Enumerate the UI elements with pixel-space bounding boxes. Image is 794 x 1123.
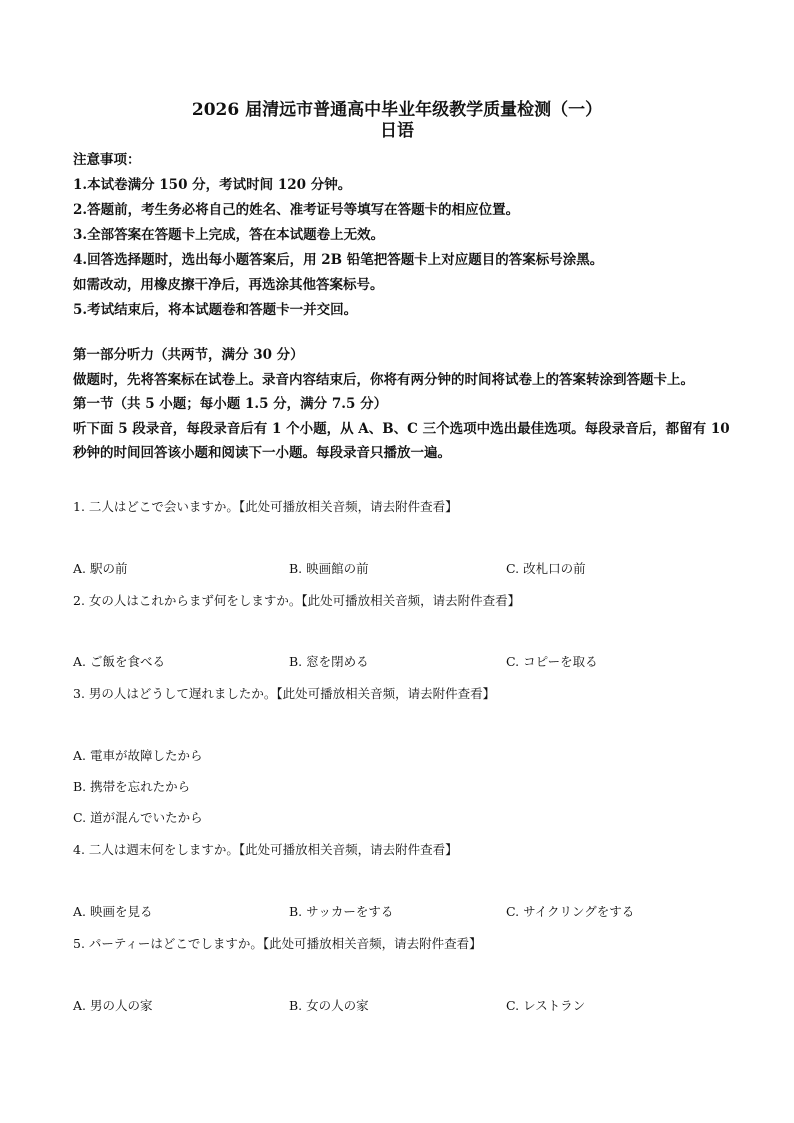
exam-title: 2026 届清远市普通高中毕业年级教学质量检测（一） <box>191 100 603 120</box>
question-3-option-a[interactable]: A. 電車が故障したから <box>73 748 203 763</box>
question-1-option-b[interactable]: B. 映画館の前 <box>289 561 369 576</box>
notes-item: 4.回答选择题时，选出每小题答案后，用 2B 铅笔把答题卡上对应题目的答案标号涂黑。 <box>73 252 604 268</box>
section1-instruction: 听下面 5 段录音，每段录音后有 1 个小题，从 A、B、C 三个选项中选出最佳选项。每段录音后，都留有 10 秒钟的时间回答该小题和阅读下一小题。每段录音只播放一遍。 <box>73 420 730 461</box>
notes-item: 1.本试卷满分 150 分，考试时间 120 分钟。 <box>73 177 352 193</box>
question-4-option-c[interactable]: C. サイクリングをする <box>506 904 635 919</box>
notes-item: 3.全部答案在答题卡上完成，答在本试题卷上无效。 <box>73 227 385 243</box>
part1-heading: 第一部分听力（共两节，满分 30 分） <box>73 347 304 363</box>
exam-subject: 日语 <box>380 121 414 141</box>
question-5-option-c[interactable]: C. レストラン <box>506 998 586 1013</box>
question-5-option-a[interactable]: A. 男の人の家 <box>73 998 153 1013</box>
question-2-stem: 2. 女の人はこれからまず何をしますか。【此处可播放相关音频，请去附件查看】 <box>73 593 521 608</box>
section1-heading: 第一节（共 5 小题；每小题 1.5 分，满分 7.5 分） <box>73 396 388 412</box>
question-3-stem: 3. 男の人はどうして遅れましたか。【此处可播放相关音频，请去附件查看】 <box>73 686 496 701</box>
question-1-option-a[interactable]: A. 駅の前 <box>73 561 128 576</box>
part1-block <box>73 343 733 466</box>
question-4-option-b[interactable]: B. サッカーをする <box>289 904 394 919</box>
question-2-option-a[interactable]: A. ご飯を食べる <box>73 654 165 669</box>
question-2-option-c[interactable]: C. コピーを取る <box>506 654 598 669</box>
notes-item: 如需改动，用橡皮擦干净后，再选涂其他答案标号。 <box>73 277 384 293</box>
question-3-option-c[interactable]: C. 道が混んでいたから <box>73 810 203 825</box>
question-2-option-b[interactable]: B. 窓を閉める <box>289 654 369 669</box>
question-4-stem: 4. 二人は週末何をしますか。【此处可播放相关音频，请去附件查看】 <box>73 842 458 857</box>
notes-heading: 注意事项： <box>73 152 141 168</box>
notes-item: 2.答题前，考生务必将自己的姓名、准考证号等填写在答题卡的相应位置。 <box>73 202 520 218</box>
question-4-option-a[interactable]: A. 映画を見る <box>73 904 153 919</box>
part1-instruction: 做题时，先将答案标在试卷上。录音内容结束后，你将有两分钟的时间将试卷上的答案转涂到答题卡上。 <box>73 371 694 388</box>
question-1-option-c[interactable]: C. 改札口の前 <box>506 561 586 576</box>
question-3-option-b[interactable]: B. 携帯を忘れたから <box>73 779 191 794</box>
notes-block <box>73 148 733 323</box>
question-1-stem: 1. 二人はどこで会いますか。【此处可播放相关音频，请去附件查看】 <box>73 499 458 514</box>
question-5-option-b[interactable]: B. 女の人の家 <box>289 998 369 1013</box>
question-5-stem: 5. パーティーはどこでしますか。【此处可播放相关音频，请去附件查看】 <box>73 936 482 951</box>
notes-item: 5.考试结束后，将本试题卷和答题卡一并交回。 <box>73 302 358 318</box>
